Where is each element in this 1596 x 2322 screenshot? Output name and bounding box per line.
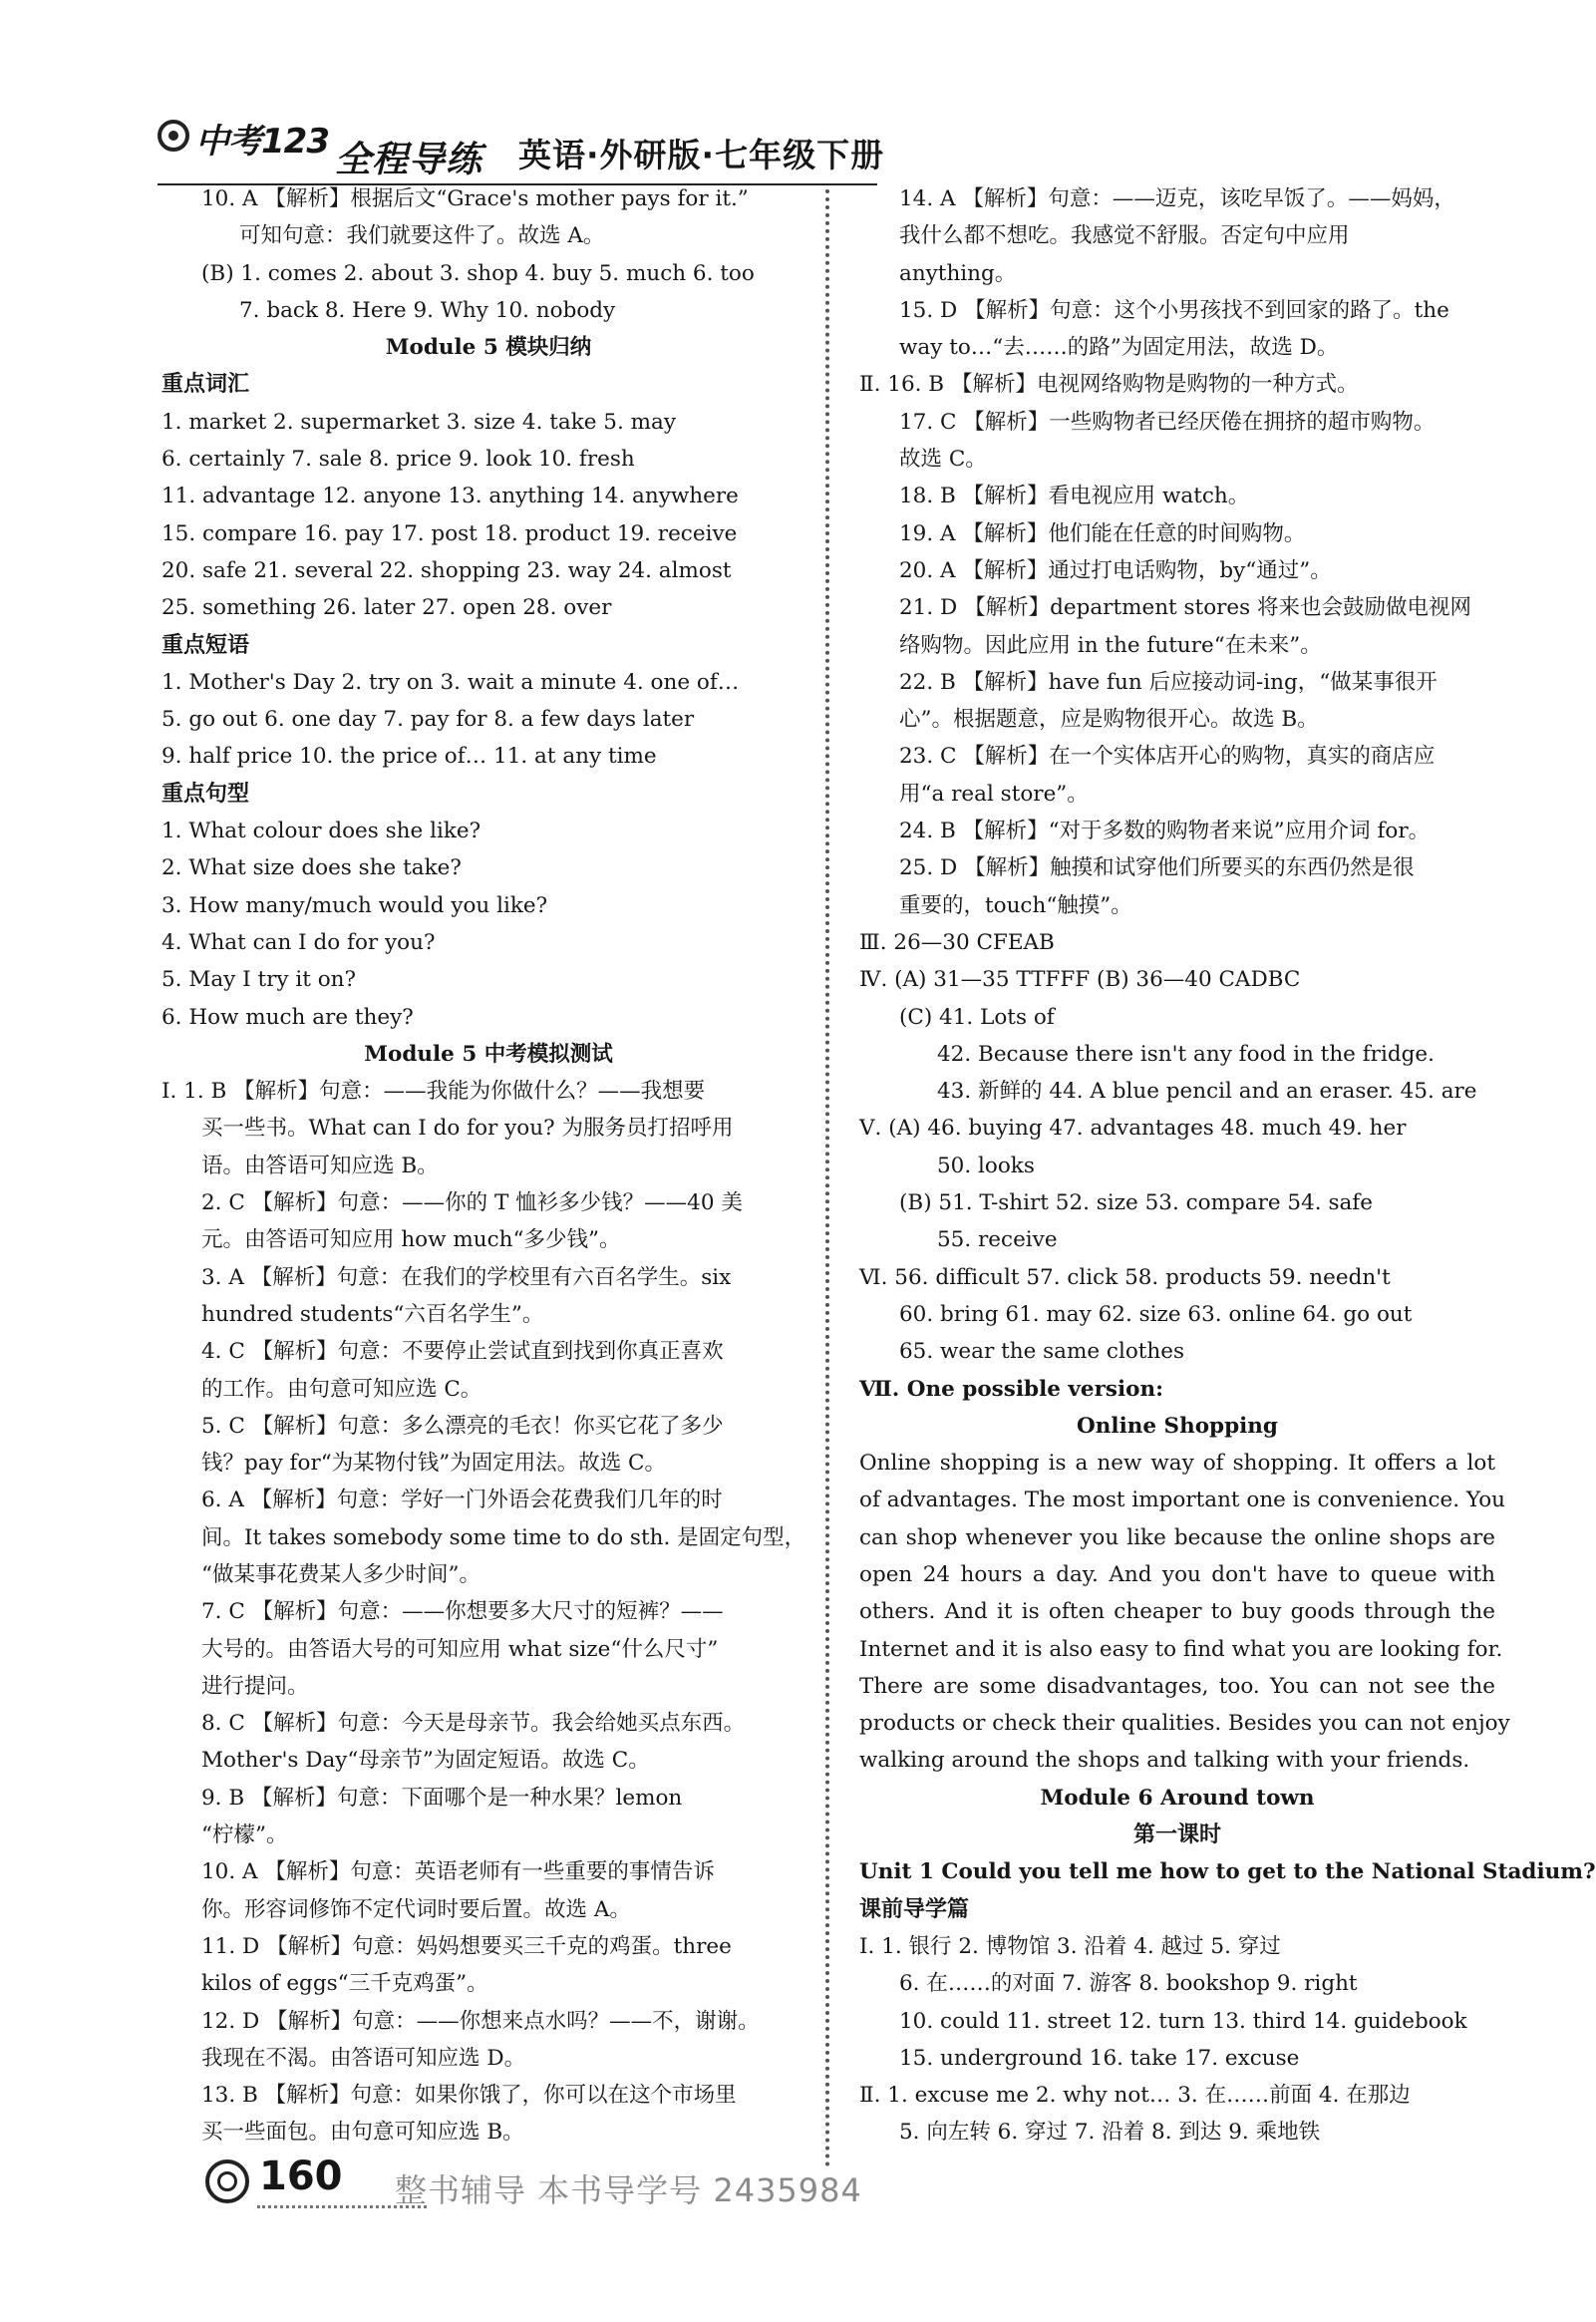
text-line: Unit 1 Could you tell me how to get to the National Stadium?: [859, 1859, 1596, 1885]
text-line: 7. C 【解析】句意：——你想要多大尺寸的短裤？——: [201, 1599, 724, 1625]
text-line: products or check their qualities. Besides you can not enjoy: [859, 1711, 1510, 1737]
text-line: 22. B 【解析】have fun 后应接动词-ing，“做某事很开: [899, 669, 1437, 695]
text-line: open 24 hours a day. And you don't have to queue with: [859, 1561, 1495, 1587]
text-line: Module 5 中考模拟测试: [364, 1041, 613, 1067]
text-line: 15. underground 16. take 17. excuse: [899, 2045, 1300, 2071]
text-line: 42. Because there isn't any food in the fridge.: [937, 1041, 1435, 1067]
text-line: Ⅰ. 1. B 【解析】句意：——我能为你做什么？——我想要: [161, 1079, 706, 1105]
text-line: 20. safe 21. several 22. shopping 23. way 24. almost: [161, 557, 732, 583]
text-line: 5. go out 6. one day 7. pay for 8. a few days later: [161, 707, 695, 733]
text-line: 21. D 【解析】department stores 将来也会鼓励做电视网: [899, 595, 1472, 621]
text-line: 买一些面包。由句意可知应选 B。: [201, 2120, 524, 2146]
text-line: Ⅱ. 1. excuse me 2. why not… 3. 在……前面 4. 在那边: [859, 2083, 1411, 2109]
text-line: 10. could 11. street 12. turn 13. third 14. guidebook: [899, 2008, 1467, 2034]
text-line: 13. B 【解析】句意：如果你饿了，你可以在这个市场里: [201, 2083, 737, 2109]
text-line: can shop whenever you like because the online shops are: [859, 1524, 1495, 1550]
text-line: Internet and it is also easy to find what you are looking for.: [859, 1636, 1503, 1662]
text-line: 11. D 【解析】句意：妈妈想要买三千克的鸡蛋。three: [201, 1933, 732, 1959]
right-column: [859, 180, 1596, 2152]
text-line: 10. A 【解析】根据后文“Grace's mother pays for it.”: [201, 186, 749, 211]
text-line: 5. May I try it on?: [161, 967, 357, 993]
text-line: (C) 41. Lots of: [899, 1004, 1055, 1030]
text-line: 17. C 【解析】一些购物者已经厌倦在拥挤的超市购物。: [899, 409, 1436, 435]
text-line: 重点短语: [161, 632, 250, 658]
text-line: 9. B 【解析】句意：下面哪个是一种水果？lemon: [201, 1785, 683, 1811]
text-line: 语。由答语可知应选 B。: [201, 1153, 439, 1178]
text-line: Ⅰ. 1. 银行 2. 博物馆 3. 沿着 4. 越过 5. 穿过: [859, 1933, 1281, 1959]
text-line: (B) 1. comes 2. about 3. shop 4. buy 5. much 6. too: [201, 260, 755, 286]
text-line: 19. A 【解析】他们能在任意的时间购物。: [899, 520, 1306, 546]
text-line: 1. market 2. supermarket 3. size 4. take 5. may: [161, 409, 676, 435]
text-line: 6. How much are they?: [161, 1004, 414, 1030]
text-line: Ⅶ. One possible version:: [859, 1376, 1164, 1402]
left-column: [161, 180, 815, 2152]
text-line: 10. A 【解析】句意：英语老师有一些重要的事情告诉: [201, 1859, 715, 1885]
text-line: walking around the shops and talking with your friends.: [859, 1748, 1470, 1774]
text-line: 故选 C。: [899, 447, 987, 473]
text-line: 1. Mother's Day 2. try on 3. wait a minute 4. one of…: [161, 669, 740, 695]
column-divider: [825, 189, 829, 2168]
text-line: 15. compare 16. pay 17. post 18. product 19. receive: [161, 520, 738, 546]
text-line: 课前导学篇: [859, 1896, 970, 1922]
text-line: 3. A 【解析】句意：在我们的学校里有六百名学生。six: [201, 1264, 732, 1290]
text-line: Ⅳ. (A) 31—35 TTFFF (B) 36—40 CADBC: [859, 967, 1301, 993]
text-line: of advantages. The most important one is convenience. You: [859, 1488, 1506, 1513]
text-line: 你。形容词修饰不定代词时要后置。故选 A。: [201, 1896, 631, 1922]
brand-subtitle: 全程导练: [335, 140, 483, 180]
text-line: Ⅵ. 56. difficult 57. click 58. products 59. needn't: [859, 1264, 1391, 1290]
text-line: others. And it is often cheaper to buy goods through the: [859, 1599, 1495, 1625]
text-line: “做某事花费某人多少时间”。: [201, 1561, 480, 1587]
brand-name: 中考123: [195, 122, 329, 162]
text-line: 大号的。由答语大号的可知应用 what size“什么尺寸”: [201, 1636, 719, 1662]
text-line: 进行提问。: [201, 1673, 309, 1699]
text-line: Ⅱ. 16. B 【解析】电视网络购物是购物的一种方式。: [859, 372, 1359, 398]
text-line: There are some disadvantages, too. You can not see the: [859, 1673, 1495, 1699]
text-line: 25. D 【解析】触摸和试穿他们所要买的东西仍然是很: [899, 855, 1415, 881]
text-line: 间。It takes somebody some time to do sth. 是固定句型，: [201, 1524, 806, 1550]
text-line: hundred students“六百名学生”。: [201, 1301, 544, 1327]
text-line: 心”。根据题意，应是购物很开心。故选 B。: [899, 707, 1319, 733]
text-line: kilos of eggs“三千克鸡蛋”。: [201, 1971, 488, 1997]
text-line: 用“a real store”。: [899, 781, 1089, 807]
text-line: Module 5 模块归纳: [385, 335, 592, 361]
text-line: 的工作。由句意可知应选 C。: [201, 1376, 482, 1402]
text-line: 元。由答语可知应用 how much“多少钱”。: [201, 1227, 621, 1253]
text-line: 15. D 【解析】句意：这个小男孩找不到回家的路了。the: [899, 297, 1449, 323]
text-line: 43. 新鲜的 44. A blue pencil and an eraser. 45. are: [937, 1079, 1477, 1105]
text-line: 24. B 【解析】“对于多数的购物者来说”应用介词 for。: [899, 819, 1431, 844]
text-line: Mother's Day“母亲节”为固定短语。故选 C。: [201, 1748, 650, 1774]
text-line: 4. C 【解析】句意：不要停止尝试直到找到你真正喜欢: [201, 1339, 724, 1365]
text-line: way to…“去……的路”为固定用法，故选 D。: [899, 335, 1339, 361]
text-line: 18. B 【解析】看电视应用 watch。: [899, 484, 1250, 509]
text-line: 65. wear the same clothes: [899, 1339, 1185, 1365]
text-line: 55. receive: [937, 1227, 1058, 1253]
text-line: 我现在不渴。由答语可知应选 D。: [201, 2045, 526, 2071]
text-line: Ⅲ. 26—30 CFEAB: [859, 929, 1055, 955]
text-line: 6. 在……的对面 7. 游客 8. bookshop 9. right: [899, 1971, 1358, 1997]
text-line: 重点词汇: [161, 372, 250, 398]
text-line: (B) 51. T-shirt 52. size 53. compare 54. safe: [899, 1190, 1373, 1216]
text-line: 50. looks: [937, 1153, 1035, 1178]
text-line: 5. 向左转 6. 穿过 7. 沿着 8. 到达 9. 乘地铁: [899, 2120, 1321, 2146]
text-line: 买一些书。What can I do for you? 为服务员打招呼用: [201, 1116, 734, 1142]
footer-note: 整书辅导 本书导学号 2435984: [395, 2171, 862, 2209]
text-line: 6. certainly 7. sale 8. price 9. look 10. fresh: [161, 447, 635, 473]
text-line: Module 6 Around town: [1040, 1785, 1315, 1811]
text-line: 25. something 26. later 27. open 28. over: [161, 595, 612, 621]
text-line: 7. back 8. Here 9. Why 10. nobody: [239, 297, 616, 323]
text-line: 14. A 【解析】句意：——迈克，该吃早饭了。——妈妈，: [899, 186, 1455, 211]
text-line: 12. D 【解析】句意：——你想来点水吗？——不，谢谢。: [201, 2008, 760, 2034]
text-line: 1. What colour does she like?: [161, 819, 481, 844]
brand-logo-icon: [158, 120, 189, 152]
text-line: Ⅴ. (A) 46. buying 47. advantages 48. much 49. her: [859, 1116, 1407, 1142]
text-line: 3. How many/much would you like?: [161, 892, 548, 918]
page-footer: [205, 2154, 862, 2223]
text-line: 2. C 【解析】句意：——你的 T 恤衫多少钱？——40 美: [201, 1190, 743, 1216]
text-line: Online shopping is a new way of shopping. It offers a lot: [859, 1451, 1495, 1477]
text-line: 络购物。因此应用 in the future“在未来”。: [899, 632, 1322, 658]
text-line: 重要的，touch“触摸”。: [899, 892, 1132, 918]
text-line: 60. bring 61. may 62. size 63. online 64. go out: [899, 1301, 1413, 1327]
book-title: 英语·外研版·七年级下册: [518, 136, 885, 174]
text-line: Online Shopping: [1077, 1413, 1278, 1439]
text-line: 2. What size does she take?: [161, 855, 462, 881]
page-header: [158, 112, 915, 180]
text-line: 23. C 【解析】在一个实体店开心的购物，真实的商店应: [899, 744, 1436, 770]
text-line: 钱？pay for“为某物付钱”为固定用法。故选 C。: [201, 1451, 667, 1477]
text-line: 可知句意：我们就要这件了。故选 A。: [239, 223, 605, 249]
text-line: 我什么都不想吃。我感觉不舒服。否定句中应用: [899, 223, 1350, 249]
page-number: 160: [259, 2154, 343, 2199]
text-line: anything。: [899, 260, 1017, 286]
text-line: 重点句型: [161, 781, 250, 807]
text-line: “柠檬”。: [201, 1823, 288, 1848]
text-line: 4. What can I do for you?: [161, 929, 436, 955]
text-line: 9. half price 10. the price of… 11. at any time: [161, 744, 657, 770]
text-line: 20. A 【解析】通过打电话购物，by“通过”。: [899, 557, 1332, 583]
text-line: 11. advantage 12. anyone 13. anything 14. anywhere: [161, 484, 739, 509]
page-number-icon: [205, 2159, 249, 2203]
text-line: 8. C 【解析】句意：今天是母亲节。我会给她买点东西。: [201, 1711, 746, 1737]
text-line: 6. A 【解析】句意：学好一门外语会花费我们几年的时: [201, 1488, 723, 1513]
text-line: 第一课时: [1132, 1823, 1221, 1848]
text-line: 5. C 【解析】句意：多么漂亮的毛衣！你买它花了多少: [201, 1413, 724, 1439]
